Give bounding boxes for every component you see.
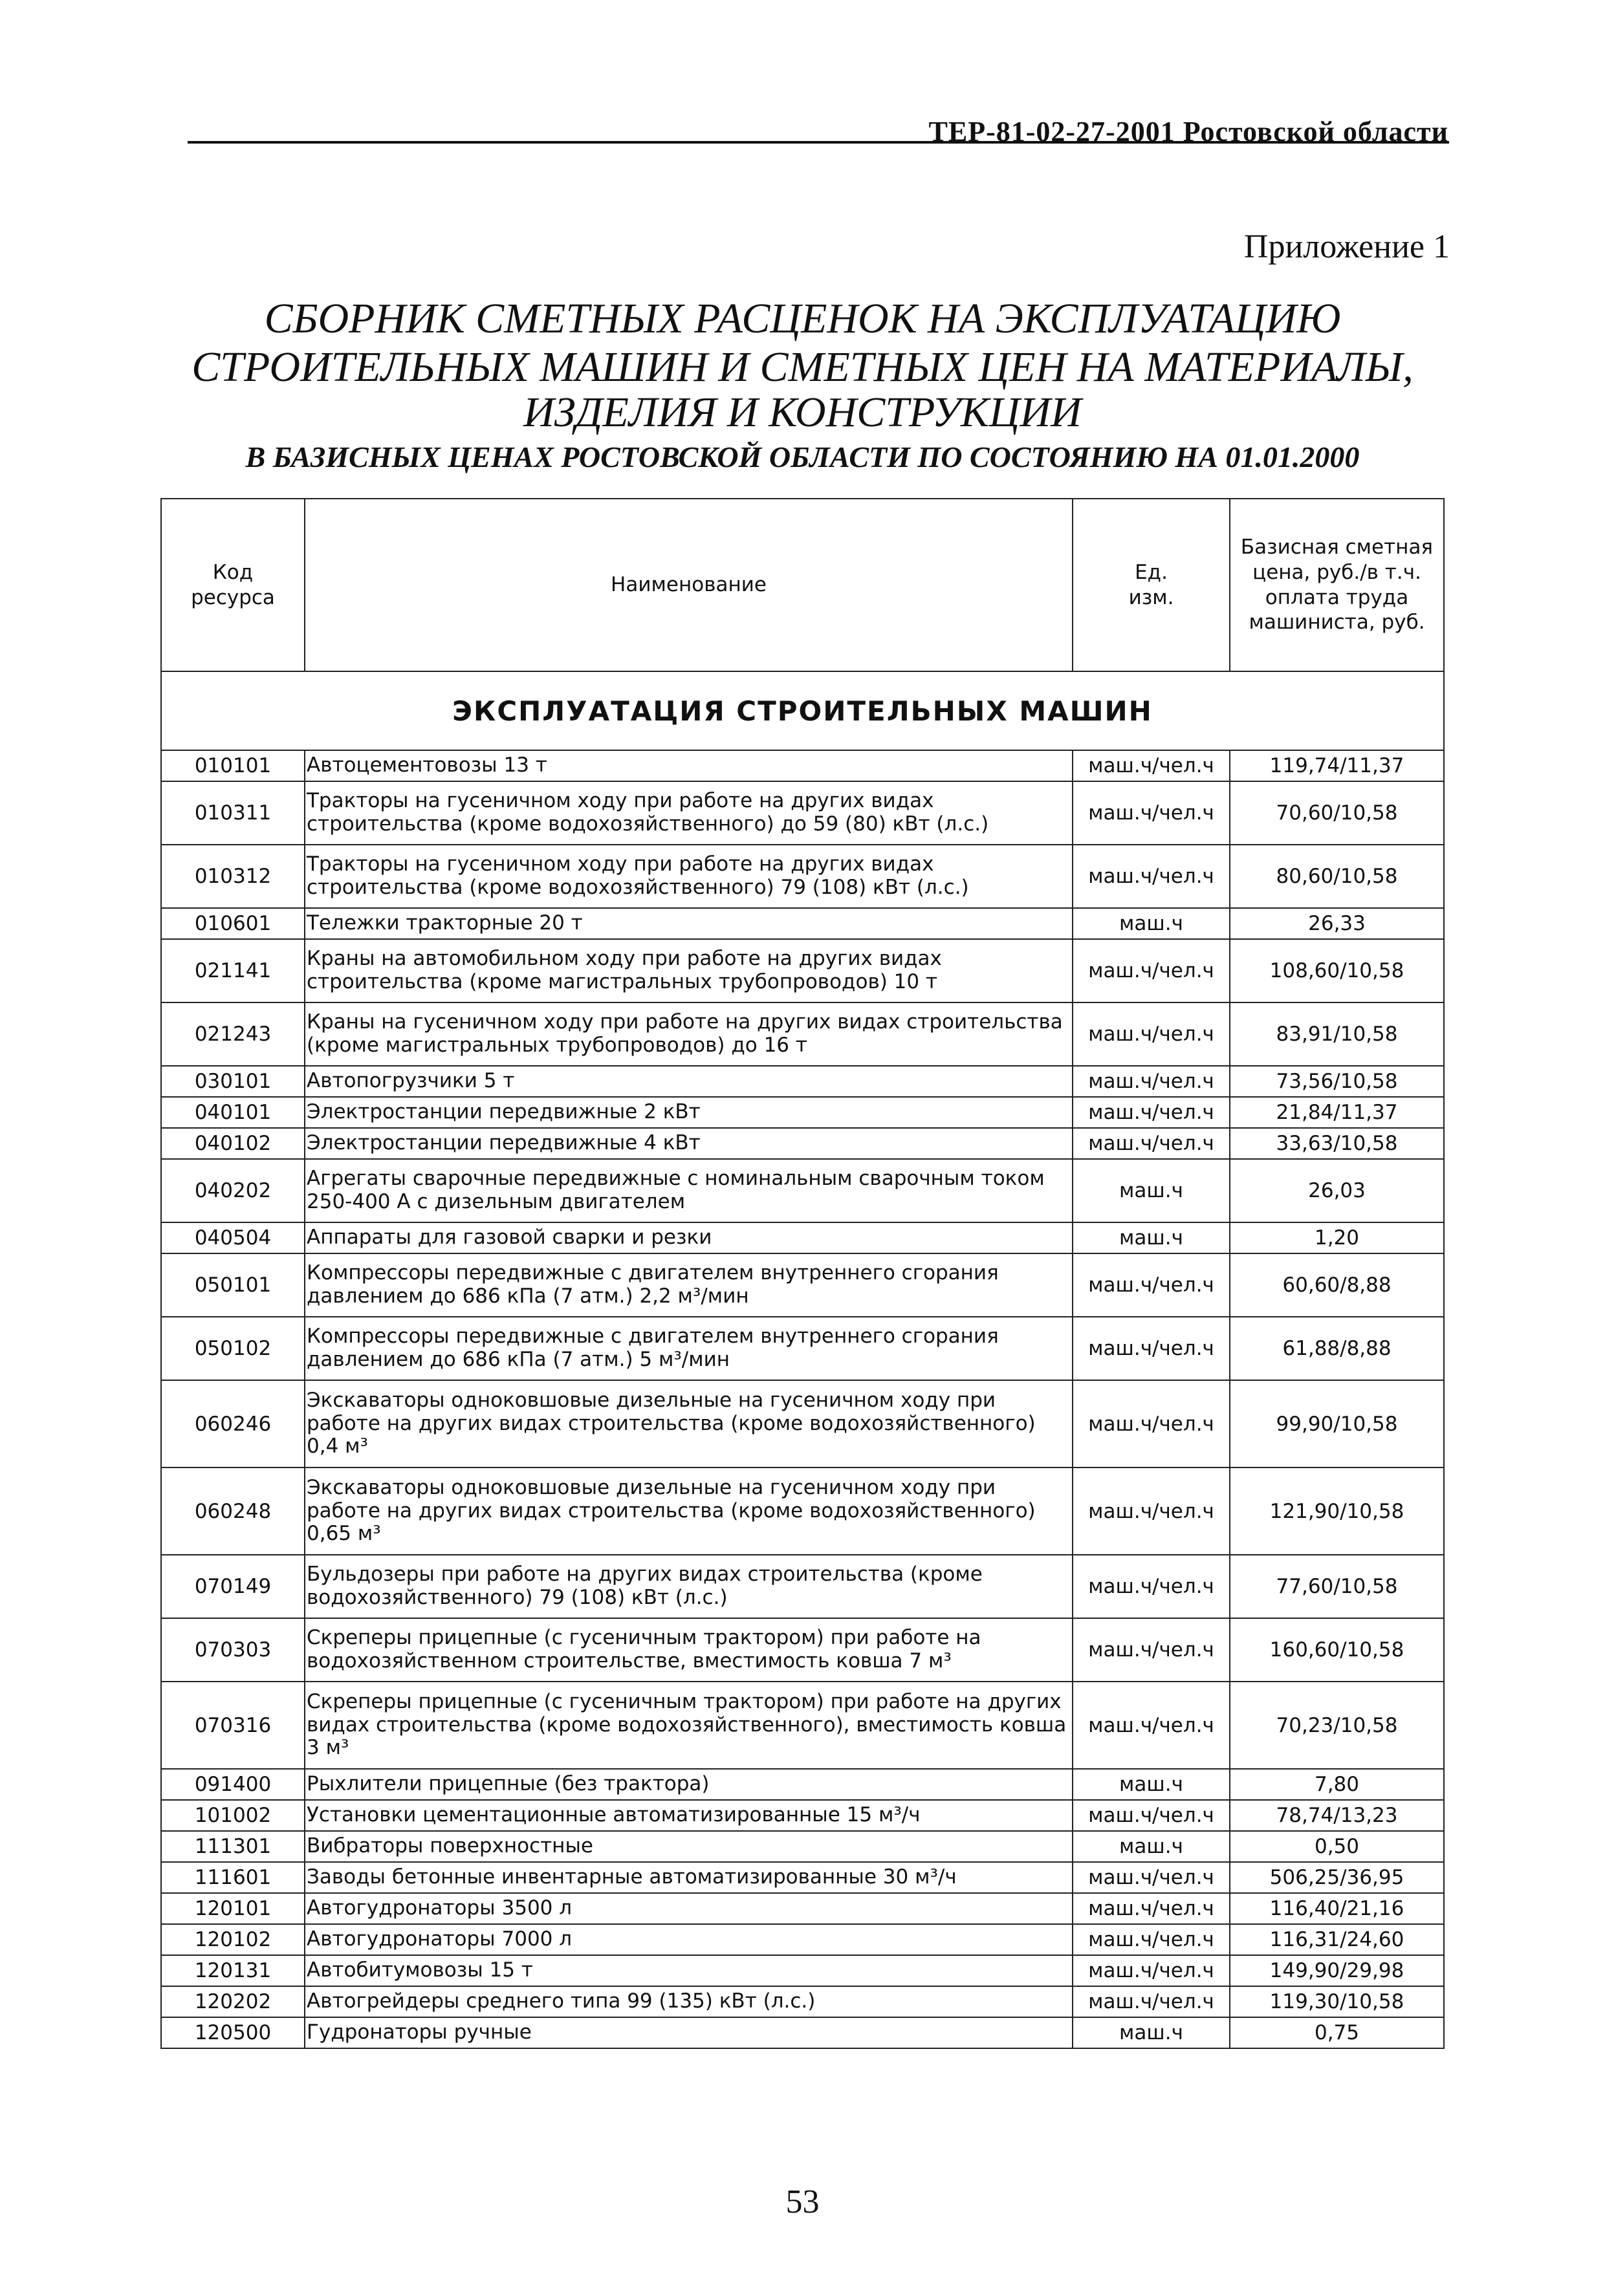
- price-cell: 7,80: [1230, 1769, 1444, 1800]
- name-cell: Автогрейдеры среднего типа 99 (135) кВт (л.с.): [305, 1986, 1073, 2017]
- code-cell: 030101: [161, 1066, 305, 1097]
- table-row: [161, 1618, 1444, 1682]
- unit-cell: маш.ч/чел.ч: [1073, 1253, 1230, 1317]
- code-cell: 111601: [161, 1862, 305, 1893]
- name-cell: Рыхлители прицепные (без трактора): [305, 1769, 1073, 1800]
- code-cell: 040202: [161, 1159, 305, 1222]
- table-row: [161, 1986, 1444, 2017]
- name-cell: Гудронаторы ручные: [305, 2017, 1073, 2048]
- unit-cell: маш.ч/чел.ч: [1073, 1893, 1230, 1924]
- table-row: [161, 781, 1444, 845]
- unit-cell: маш.ч/чел.ч: [1073, 1986, 1230, 2017]
- price-cell: 160,60/10,58: [1230, 1618, 1444, 1682]
- code-cell: 010601: [161, 908, 305, 939]
- title-line-2: СТРОИТЕЛЬНЫХ МАШИН И СМЕТНЫХ ЦЕН НА МАТЕРИАЛЫ,: [191, 343, 1414, 391]
- name-cell: Электростанции передвижные 2 кВт: [305, 1097, 1073, 1128]
- unit-cell: маш.ч: [1073, 1831, 1230, 1862]
- table-row: [161, 1253, 1444, 1317]
- unit-cell: маш.ч: [1073, 1769, 1230, 1800]
- price-cell: 1,20: [1230, 1222, 1444, 1253]
- header-rule: [188, 141, 1449, 144]
- code-cell: 040504: [161, 1222, 305, 1253]
- code-cell: 040101: [161, 1097, 305, 1128]
- code-cell: 040102: [161, 1128, 305, 1159]
- price-cell: 26,03: [1230, 1159, 1444, 1222]
- code-cell: 120202: [161, 1986, 305, 2017]
- unit-cell: маш.ч/чел.ч: [1073, 1128, 1230, 1159]
- table-row: [161, 1128, 1444, 1159]
- unit-cell: маш.ч/чел.ч: [1073, 1380, 1230, 1467]
- code-cell: 070303: [161, 1618, 305, 1682]
- price-cell: 70,60/10,58: [1230, 781, 1444, 845]
- name-cell: Электростанции передвижные 4 кВт: [305, 1128, 1073, 1159]
- name-cell: Бульдозеры при работе на других видах строительства (кроме водохозяйственного) 79 (108) кВт (л.с.): [305, 1555, 1073, 1618]
- section-row: [161, 671, 1444, 750]
- name-cell: Скреперы прицепные (с гусеничным трактором) при работе на других видах строительства (кроме водохозяйственного), вместимость ковша 3 м³: [305, 1682, 1073, 1769]
- name-cell: Краны на гусеничном ходу при работе на других видах строительства (кроме магистральных трубопроводов) до 16 т: [305, 1002, 1073, 1066]
- name-cell: Автопогрузчики 5 т: [305, 1066, 1073, 1097]
- code-cell: 120500: [161, 2017, 305, 2048]
- unit-cell: маш.ч: [1073, 2017, 1230, 2048]
- title-subline: В БАЗИСНЫХ ЦЕНАХ РОСТОВСКОЙ ОБЛАСТИ ПО СОСТОЯНИЮ НА 01.01.2000: [245, 440, 1360, 473]
- unit-cell: маш.ч/чел.ч: [1073, 1682, 1230, 1769]
- name-cell: Заводы бетонные инвентарные автоматизированные 30 м³/ч: [305, 1862, 1073, 1893]
- price-cell: 61,88/8,88: [1230, 1317, 1444, 1380]
- price-cell: 83,91/10,58: [1230, 1002, 1444, 1066]
- appendix-label: Приложение 1: [1243, 228, 1450, 265]
- table-row: [161, 1862, 1444, 1893]
- price-cell: 119,74/11,37: [1230, 750, 1444, 781]
- table-row: [161, 1924, 1444, 1955]
- price-cell: 77,60/10,58: [1230, 1555, 1444, 1618]
- price-cell: 73,56/10,58: [1230, 1066, 1444, 1097]
- code-cell: 050101: [161, 1253, 305, 1317]
- unit-cell: маш.ч/чел.ч: [1073, 781, 1230, 845]
- column-header-unit: Ед. изм.: [1073, 499, 1230, 671]
- table-row: [161, 1555, 1444, 1618]
- table-row: [161, 1682, 1444, 1769]
- code-cell: 120102: [161, 1924, 305, 1955]
- price-cell: 116,40/21,16: [1230, 1893, 1444, 1924]
- code-cell: 101002: [161, 1800, 305, 1831]
- table-row: [161, 1159, 1444, 1222]
- table-row: [161, 908, 1444, 939]
- price-cell: 80,60/10,58: [1230, 845, 1444, 908]
- price-cell: 99,90/10,58: [1230, 1380, 1444, 1467]
- unit-cell: маш.ч/чел.ч: [1073, 1618, 1230, 1682]
- unit-cell: маш.ч/чел.ч: [1073, 1066, 1230, 1097]
- unit-cell: маш.ч/чел.ч: [1073, 1955, 1230, 1986]
- code-cell: 021141: [161, 939, 305, 1002]
- table-row: [161, 1467, 1444, 1555]
- table-row: [161, 1893, 1444, 1924]
- code-cell: 070149: [161, 1555, 305, 1618]
- price-cell: 108,60/10,58: [1230, 939, 1444, 1002]
- unit-cell: маш.ч/чел.ч: [1073, 750, 1230, 781]
- title-line-1: СБОРНИК СМЕТНЫХ РАСЦЕНОК НА ЭКСПЛУАТАЦИЮ: [264, 295, 1341, 342]
- name-cell: Экскаваторы одноковшовые дизельные на гусеничном ходу при работе на других видах строительства (кроме водохозяйственного) 0,65 м³: [305, 1467, 1073, 1555]
- price-cell: 119,30/10,58: [1230, 1986, 1444, 2017]
- table-row: [161, 1831, 1444, 1862]
- column-header-code: Код ресурса: [161, 499, 305, 671]
- title-line-3: ИЗДЕЛИЯ И КОНСТРУКЦИИ: [523, 389, 1082, 436]
- name-cell: Автоцементовозы 13 т: [305, 750, 1073, 781]
- name-cell: Краны на автомобильном ходу при работе на других видах строительства (кроме магистральных трубопроводов) 10 т: [305, 939, 1073, 1002]
- unit-cell: маш.ч: [1073, 1159, 1230, 1222]
- price-cell: 121,90/10,58: [1230, 1467, 1444, 1555]
- unit-cell: маш.ч: [1073, 908, 1230, 939]
- table-row: [161, 1769, 1444, 1800]
- table-header-row: [161, 499, 1444, 671]
- table-row: [161, 1380, 1444, 1467]
- name-cell: Автогудронаторы 7000 л: [305, 1924, 1073, 1955]
- table-row: [161, 1317, 1444, 1380]
- table-row: [161, 750, 1444, 781]
- name-cell: Компрессоры передвижные с двигателем внутреннего сгорания давлением до 686 кПа (7 атм.) 2,2 м³/мин: [305, 1253, 1073, 1317]
- unit-cell: маш.ч/чел.ч: [1073, 1800, 1230, 1831]
- table-row: [161, 1800, 1444, 1831]
- name-cell: Экскаваторы одноковшовые дизельные на гусеничном ходу при работе на других видах строительства (кроме водохозяйственного) 0,4 м³: [305, 1380, 1073, 1467]
- code-cell: 050102: [161, 1317, 305, 1380]
- price-table: [160, 498, 1445, 2049]
- code-cell: 120101: [161, 1893, 305, 1924]
- name-cell: Компрессоры передвижные с двигателем внутреннего сгорания давлением до 686 кПа (7 атм.) 5 м³/мин: [305, 1317, 1073, 1380]
- name-cell: Тракторы на гусеничном ходу при работе на других видах строительства (кроме водохозяйственного) до 59 (80) кВт (л.с.): [305, 781, 1073, 845]
- table-row: [161, 939, 1444, 1002]
- section-title: ЭКСПЛУАТАЦИЯ СТРОИТЕЛЬНЫХ МАШИН: [161, 671, 1444, 750]
- code-cell: 010101: [161, 750, 305, 781]
- unit-cell: маш.ч/чел.ч: [1073, 1555, 1230, 1618]
- name-cell: Установки цементационные автоматизированные 15 м³/ч: [305, 1800, 1073, 1831]
- code-cell: 021243: [161, 1002, 305, 1066]
- code-cell: 120131: [161, 1955, 305, 1986]
- unit-cell: маш.ч/чел.ч: [1073, 1862, 1230, 1893]
- unit-cell: маш.ч/чел.ч: [1073, 845, 1230, 908]
- unit-cell: маш.ч/чел.ч: [1073, 1317, 1230, 1380]
- price-cell: 21,84/11,37: [1230, 1097, 1444, 1128]
- name-cell: Тракторы на гусеничном ходу при работе на других видах строительства (кроме водохозяйственного) 79 (108) кВт (л.с.): [305, 845, 1073, 908]
- price-cell: 78,74/13,23: [1230, 1800, 1444, 1831]
- price-cell: 70,23/10,58: [1230, 1682, 1444, 1769]
- price-cell: 26,33: [1230, 908, 1444, 939]
- name-cell: Аппараты для газовой сварки и резки: [305, 1222, 1073, 1253]
- price-cell: 506,25/36,95: [1230, 1862, 1444, 1893]
- unit-cell: маш.ч/чел.ч: [1073, 939, 1230, 1002]
- unit-cell: маш.ч/чел.ч: [1073, 1467, 1230, 1555]
- code-cell: 070316: [161, 1682, 305, 1769]
- price-cell: 0,75: [1230, 2017, 1444, 2048]
- price-cell: 149,90/29,98: [1230, 1955, 1444, 1986]
- column-header-name: Наименование: [305, 499, 1073, 671]
- code-cell: 010311: [161, 781, 305, 845]
- price-cell: 0,50: [1230, 1831, 1444, 1862]
- name-cell: Скреперы прицепные (с гусеничным трактором) при работе на водохозяйственном строительстве, вместимость ковша 7 м³: [305, 1618, 1073, 1682]
- document-header: ТЕР-81-02-27-2001 Ростовской области: [928, 116, 1448, 147]
- price-cell: 60,60/8,88: [1230, 1253, 1444, 1317]
- page-number: 53: [785, 2183, 820, 2220]
- table-row: [161, 1097, 1444, 1128]
- code-cell: 060248: [161, 1467, 305, 1555]
- table-row: [161, 845, 1444, 908]
- price-cell: 116,31/24,60: [1230, 1924, 1444, 1955]
- name-cell: Тележки тракторные 20 т: [305, 908, 1073, 939]
- table-row: [161, 1222, 1444, 1253]
- column-header-price: Базисная сметная цена, руб./в т.ч. оплата труда машиниста, руб.: [1230, 499, 1444, 671]
- unit-cell: маш.ч/чел.ч: [1073, 1097, 1230, 1128]
- table-row: [161, 1955, 1444, 1986]
- name-cell: Вибраторы поверхностные: [305, 1831, 1073, 1862]
- table-row: [161, 1066, 1444, 1097]
- code-cell: 111301: [161, 1831, 305, 1862]
- name-cell: Автогудронаторы 3500 л: [305, 1893, 1073, 1924]
- unit-cell: маш.ч: [1073, 1222, 1230, 1253]
- table-row: [161, 1002, 1444, 1066]
- unit-cell: маш.ч/чел.ч: [1073, 1924, 1230, 1955]
- name-cell: Автобитумовозы 15 т: [305, 1955, 1073, 1986]
- code-cell: 091400: [161, 1769, 305, 1800]
- price-cell: 33,63/10,58: [1230, 1128, 1444, 1159]
- unit-cell: маш.ч/чел.ч: [1073, 1002, 1230, 1066]
- code-cell: 060246: [161, 1380, 305, 1467]
- code-cell: 010312: [161, 845, 305, 908]
- table-row: [161, 2017, 1444, 2048]
- name-cell: Агрегаты сварочные передвижные с номинальным сварочным током 250-400 А с дизельным двигателем: [305, 1159, 1073, 1222]
